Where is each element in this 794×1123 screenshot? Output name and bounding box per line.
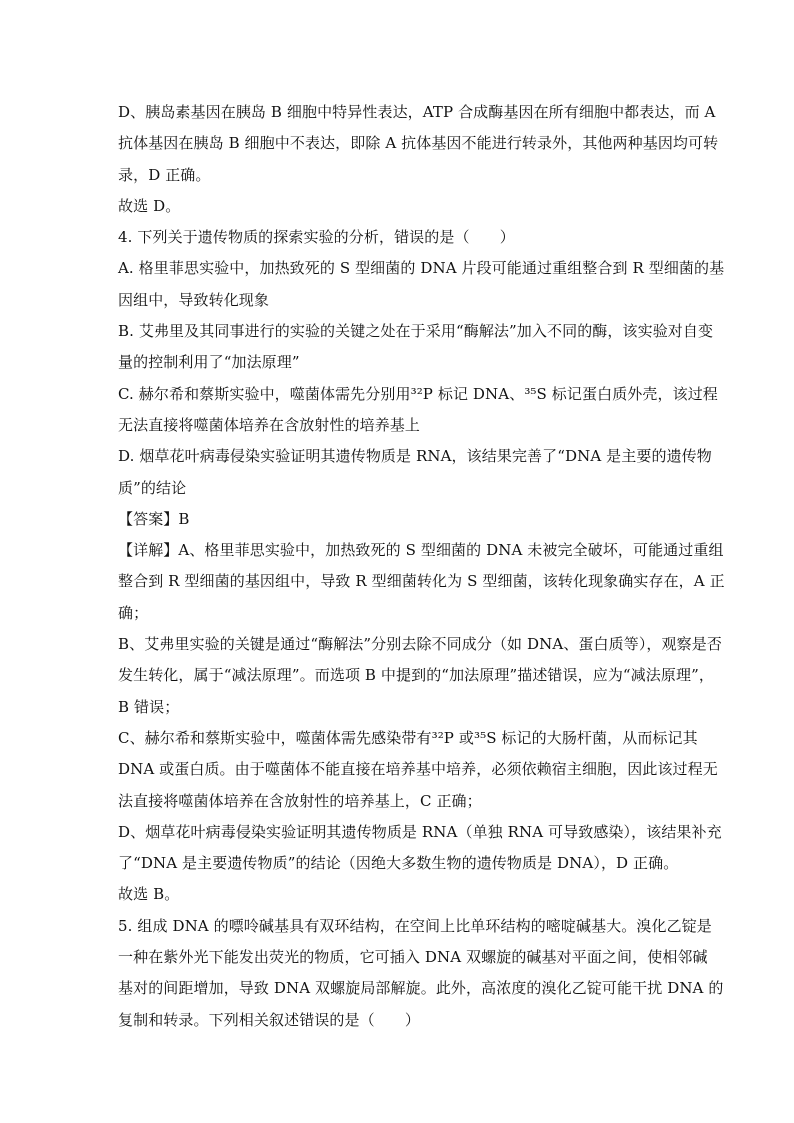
explanation-line: 整合到 R 型细菌的基因组中，导致 R 型细菌转化为 S 型细菌，该转化现象确实存在，A 正 xyxy=(118,572,725,591)
answer-line: 【答案】B xyxy=(118,509,190,528)
explanation-line: B、艾弗里实验的关键是通过“酶解法”分别去除不同成分（如 DNA、蛋白质等），观察是否 xyxy=(118,635,722,654)
question-5-line: 5. 组成 DNA 的嘌呤碱基具有双环结构，在空间上比单环结构的嘧啶碱基大。溴化乙锭是 xyxy=(118,916,712,935)
option-b-line-2: 量的控制利用了“加法原理” xyxy=(118,353,300,372)
option-c-line-1: C. 赫尔希和蔡斯实验中，噬菌体需先分别用³²P 标记 DNA、³⁵S 标记蛋白质外壳，该过程 xyxy=(118,384,718,403)
question-4-stem: 4. 下列关于遗传物质的探索实验的分析，错误的是（ ） xyxy=(118,228,515,247)
explanation-line: 法直接将噬菌体培养在含放射性的培养基上，C 正确； xyxy=(118,791,482,810)
option-b-line-1: B. 艾弗里及其同事进行的实验的关键之处在于采用“酶解法”加入不同的酶，该实验对自变 xyxy=(118,322,714,341)
question-5-line: 一种在紫外光下能发出荧光的物质，它可插入 DNA 双螺旋的碱基对平面之间，使相邻碱 xyxy=(118,948,708,967)
explanation-line: C、赫尔希和蔡斯实验中，噬菌体需先感染带有³²P 或³⁵S 标记的大肠杆菌，从而标记其 xyxy=(118,728,698,747)
text-line: 故选 D。 xyxy=(118,196,181,215)
text-line: 故选 B。 xyxy=(118,885,180,904)
explanation-line: 【详解】A、格里菲思实验中，加热致死的 S 型细菌的 DNA 未被完全破坏，可能通过重组 xyxy=(118,541,724,560)
option-c-line-2: 无法直接将噬菌体培养在含放射性的培养基上 xyxy=(118,415,421,434)
text-line: 录，D 正确。 xyxy=(118,165,211,184)
option-a-line-2: 因组中，导致转化现象 xyxy=(118,290,270,309)
explanation-line: D、烟草花叶病毒侵染实验证明其遗传物质是 RNA（单独 RNA 可导致感染），该结果补充 xyxy=(118,822,722,841)
text-line: D、胰岛素基因在胰岛 B 细胞中特异性表达，ATP 合成酶基因在所有细胞中都表达，而 A xyxy=(118,103,716,121)
question-5-line: 基对的间距增加，导致 DNA 双螺旋局部解旋。此外，高浓度的溴化乙锭可能干扰 DNA 的 xyxy=(118,979,724,998)
question-5-line: 复制和转录。下列相关叙述错误的是（ ） xyxy=(118,1010,421,1029)
explanation-line: 了“DNA 是主要遗传物质”的结论（因绝大多数生物的遗传物质是 DNA），D 正确。 xyxy=(118,854,679,873)
option-a-line-1: A. 格里菲思实验中，加热致死的 S 型细菌的 DNA 片段可能通过重组整合到 R 型细菌的基 xyxy=(118,259,725,278)
option-d-line-2: 质”的结论 xyxy=(118,478,187,497)
text-line: 抗体基因在胰岛 B 细胞中不表达，即除 A 抗体基因不能进行转录外，其他两种基因均可转 xyxy=(118,134,719,153)
explanation-line: B 错误； xyxy=(118,697,180,716)
option-d-line-1: D. 烟草花叶病毒侵染实验证明其遗传物质是 RNA，该结果完善了“DNA 是主要的遗传物 xyxy=(118,447,712,466)
explanation-line: 确； xyxy=(118,603,149,622)
explanation-line: 发生转化，属于“减法原理”。而选项 B 中提到的“加法原理”描述错误，应为“减法原理”， xyxy=(118,666,714,685)
document-page xyxy=(118,97,725,1036)
explanation-line: DNA 或蛋白质。由于噬菌体不能直接在培养基中培养，必须依赖宿主细胞，因此该过程无 xyxy=(118,760,718,779)
